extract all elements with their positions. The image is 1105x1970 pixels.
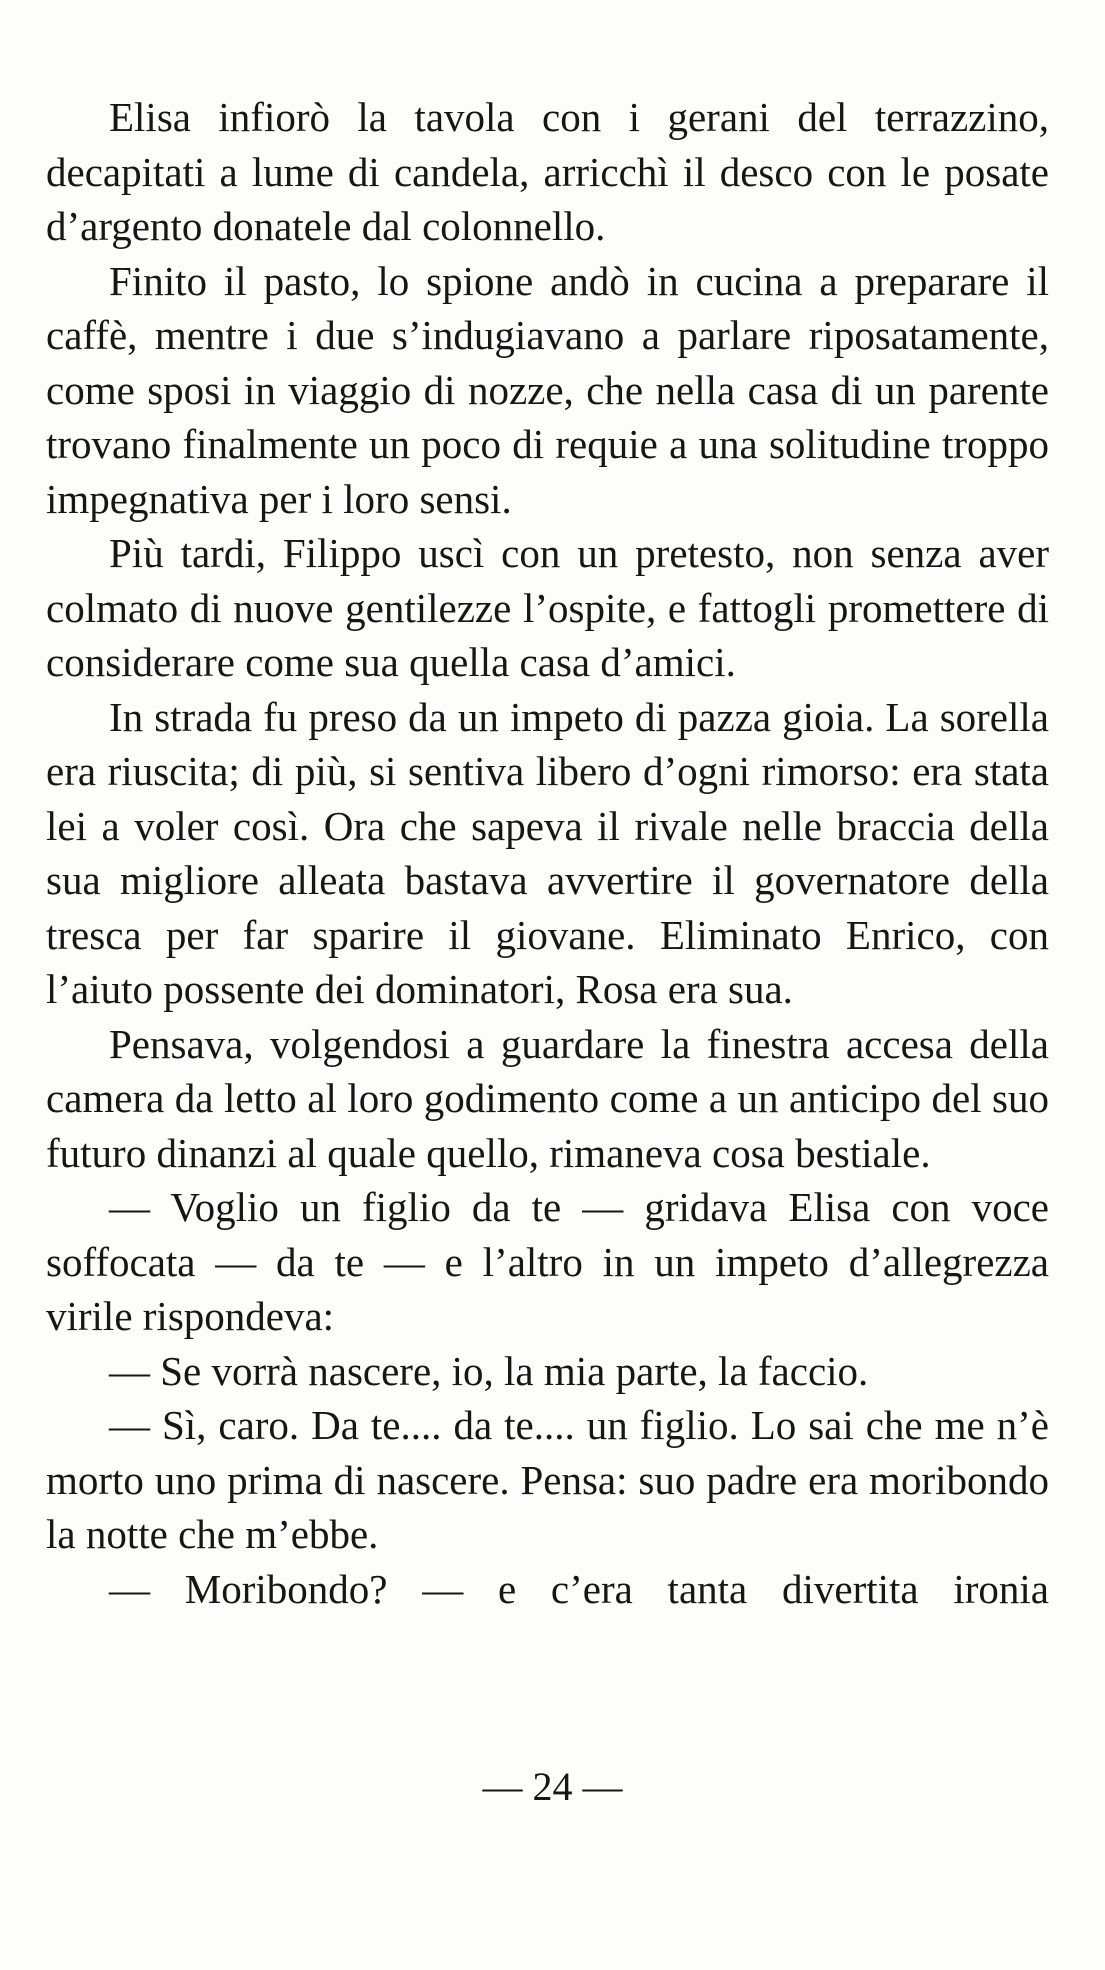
paragraph: Più tardi, Filippo uscì con un pretesto, non senza aver colmato di nuove gentilezze l’ospite, e fattogli promettere di considerare come sua quella casa d’amici. [46, 530, 1049, 685]
paragraph: — Se vorrà nascere, io, la mia parte, la faccio. [109, 1347, 869, 1394]
paragraph: Elisa infiorò la tavola con i gerani del terrazzino, decapitati a lume di candela, arricchì il desco con le posate d’argento donatele dal colonnello. [46, 94, 1049, 249]
body-text [46, 90, 1049, 1616]
paragraph-last: — Moribondo? — e c’era tanta divertita ironia [109, 1565, 1049, 1612]
paragraph: — Sì, caro. Da te.... da te.... un figlio. Lo sai che me n’è morto uno prima di nascere. Pensa: suo padre era moribondo la notte che m’ebbe. [46, 1402, 1049, 1557]
paragraph: — Voglio un figlio da te — gridava Elisa con voce soffocata — da te — e l’altro in un impeto d’allegrezza virile rispondeva: [46, 1184, 1049, 1339]
paragraph: In strada fu preso da un impeto di pazza gioia. La sorella era riuscita; di più, si sentiva libero d’ogni rimorso: era stata lei a voler così. Ora che sapeva il rivale nelle braccia della sua migliore alleata bastava avvertire il governatore della tresca per far sparire il giovane. Eliminato Enrico, con l’aiuto possente dei dominatori, Rosa era sua. [46, 693, 1049, 1012]
paragraph: Finito il pasto, lo spione andò in cucina a preparare il caffè, mentre i due s’indugiavano a parlare riposatamente, come sposi in viaggio di nozze, che nella casa di un parente trovano finalmente un poco di requie a una solitudine troppo impegnativa per i loro sensi. [46, 257, 1049, 522]
paragraph: Pensava, volgendosi a guardare la finestra accesa della camera da letto al loro godimento come a un anticipo del suo futuro dinanzi al quale quello, rimaneva cosa bestiale. [46, 1020, 1049, 1176]
page-number: — 24 — [482, 1764, 623, 1809]
